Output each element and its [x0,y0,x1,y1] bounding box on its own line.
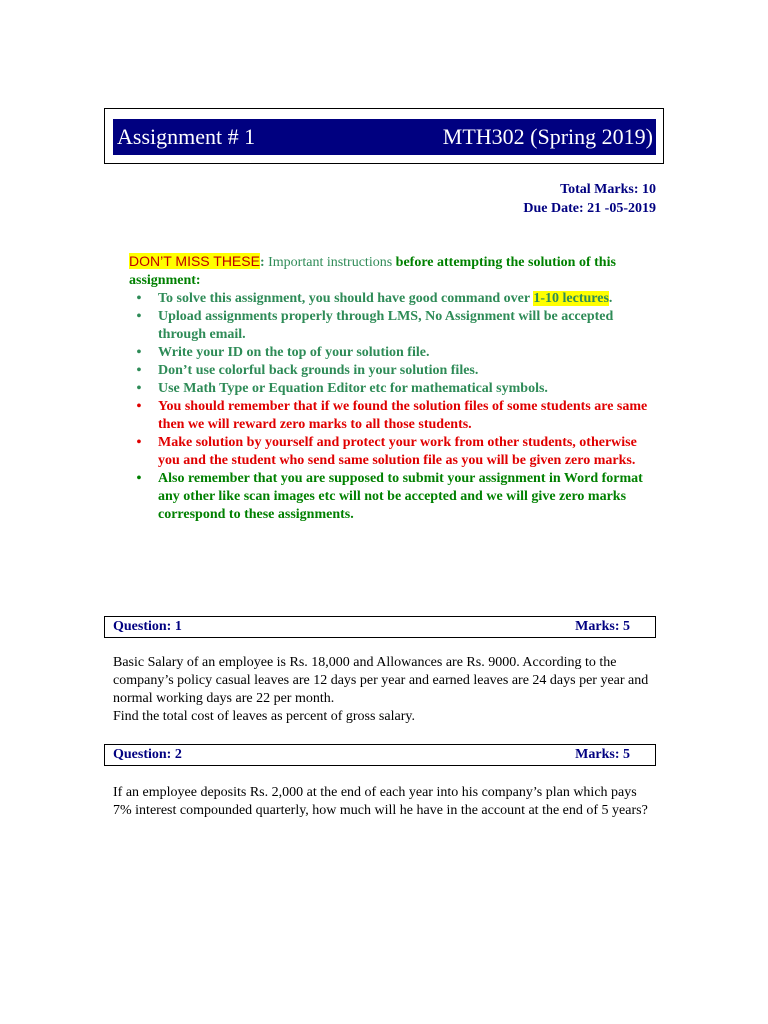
rule-text: Also remember that you are supposed to submit your assignment in Word format any other like scan images etc will not be accepted and we will give zero marks correspond to these assignments. [158,471,643,522]
instructions-heading: DON’T MISS THESE: Important instructions before attempting the solution of this assignment: [129,253,616,288]
rule-text: Use Math Type or Equation Editor etc for mathematical symbols. [158,381,548,396]
assignment-header [104,108,664,164]
bullet-icon: • [136,471,142,486]
bullet-icon: • [136,363,142,378]
rule-item [129,398,657,434]
question-1-label: Question: 1 [113,619,182,634]
marks-block [523,180,656,218]
rule-item [129,470,657,524]
rule-item [129,344,657,362]
question-1-header [104,616,656,638]
question-1-text: Basic Salary of an employee is Rs. 18,000 and Allowances are Rs. 9000. According to the company’s policy casual leaves are 12 days per year and earned leaves are 24 days per year and normal working days are 22 per month. Find the total cost of leaves as percent of gross salary. [113,655,649,724]
bullet-icon: • [136,399,142,414]
assignment-title: Assignment # 1 [117,124,256,149]
bullet-icon: • [136,345,142,360]
instructions-intro: before attempting the solution of this assignment: [129,255,616,288]
total-marks: Total Marks: 10 [560,182,656,197]
header-band [113,119,656,155]
course-title: MTH302 (Spring 2019) [442,124,653,149]
dont-miss-label: DON’T MISS THESE [129,253,260,269]
rules-list [129,290,657,308]
rules-list-rest [129,308,657,524]
question-2-marks: Marks: 5 [575,747,630,762]
rule-text: You should remember that if we found the solution files of some students are same then we will reward zero marks to all those students. [158,399,648,432]
question-2-text: If an employee deposits Rs. 2,000 at the end of each year into his company’s plan which pays 7% interest compounded quarterly, how much will he have in the account at the end of 5 years? [113,785,648,818]
due-date: Due Date: 21 -05-2019 [523,201,656,216]
rule-text: Write your ID on the top of your solution file. [158,345,430,360]
rule-item: • To solve this assignment, you should have good command over 1-10 lectures. [129,290,657,308]
important-label: Important instructions [264,255,396,270]
bullet-icon: • [136,309,142,324]
question-2-label: Question: 2 [113,747,182,762]
question-2-header [104,744,656,766]
bullet-icon: • [136,381,142,396]
instructions [129,252,657,524]
rule-item [129,362,657,380]
rule-text: Make solution by yourself and protect your work from other students, otherwise you and the student who send same solution file as you will be given zero marks. [158,435,637,468]
rule-text: Don’t use colorful back grounds in your solution files. [158,363,479,378]
bullet-icon: • [136,291,142,306]
rule-item [129,308,657,344]
rule-text: Upload assignments properly through LMS, No Assignment will be accepted through email. [158,309,614,342]
lecture-range: 1-10 lectures [533,291,609,306]
question-1-marks: Marks: 5 [575,619,630,634]
bullet-icon: • [136,435,142,450]
rule-item [129,434,657,470]
rule-item [129,380,657,398]
